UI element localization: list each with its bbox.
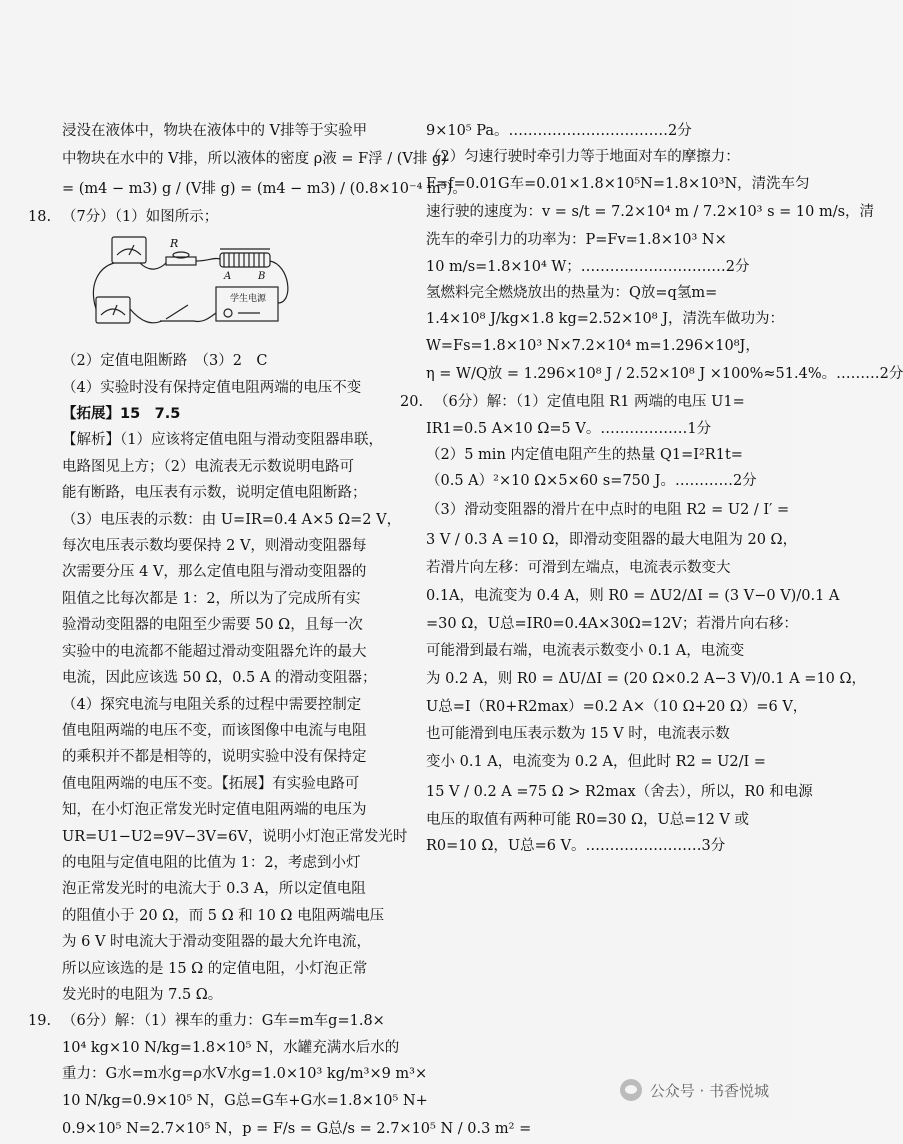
text-line: 阻值之比每次都是 1：2，所以为了完成所有实	[62, 590, 361, 607]
question-number: 18.	[28, 209, 52, 226]
text-line: 发光时的电阻为 7.5 Ω。	[62, 986, 223, 1003]
question-20-body	[400, 416, 867, 860]
text-line: 15 V / 0.2 A =75 Ω > R2max（舍去），所以，R0 和电源	[426, 783, 813, 800]
watermark-text: 公众号 · 书香悦城	[649, 1081, 769, 1100]
question-text: （7分）（1）如图所示；	[62, 209, 219, 226]
text-line: 速行驶的速度为：v = s/t = 7.2×10⁴ m / 7.2×10³ s = 10 m/s，清	[426, 204, 875, 221]
question-18-body	[28, 348, 408, 1008]
text-line: 每次电压表示数均要保持 2 V，则滑动变阻器每	[62, 538, 367, 555]
voltmeter-icon	[112, 237, 146, 263]
text-line: 9×10⁵ Pa。……………………………2分	[426, 123, 692, 139]
wechat-official-account-icon	[620, 1079, 642, 1101]
text-line: IR1=0.5 A×10 Ω=5 V。………………1分	[426, 420, 712, 437]
text-line: 若滑片向左移：可滑到左端点，电流表示数变大	[426, 559, 731, 576]
text-line: 值电阻两端的电压不变，而该图像中电流与电阻	[62, 722, 367, 739]
text-line: 为 6 V 时电流大于滑动变阻器的最大允许电流，	[62, 934, 372, 951]
label-b: B	[258, 270, 266, 282]
text-line: UR=U1−U2=9V−3V=6V，说明小灯泡正常发光时	[62, 828, 408, 845]
text-line: （4）探究电流与电阻关系的过程中需要控制定	[62, 696, 362, 713]
text-line: 洗车的牵引力的功率为：P=Fv=1.8×10³ N×	[426, 232, 727, 249]
question-number: 19.	[28, 1013, 52, 1030]
text-line: 所以应该选的是 15 Ω 的定值电阻，小灯泡正常	[62, 960, 368, 977]
question-20-header	[400, 389, 772, 415]
text-line: （2）定值电阻断路 （3）2 C	[62, 353, 268, 370]
text-line: 也可能滑到电压表示数为 15 V 时，电流表示数	[426, 725, 730, 742]
text-line: R0=10 Ω，U总=6 V。……………………3分	[426, 838, 726, 855]
text-line: （4）实验时没有保持定值电阻两端的电压不变	[62, 379, 362, 396]
text-line: （0.5 A）²×10 Ω×5×60 s=750 J。…………2分	[426, 473, 757, 490]
label-supply: 学生电源	[230, 293, 267, 304]
text-line: 0.1A，电流变为 0.4 A，则 R0 = ΔU2/ΔI = (3 V−0 V)/0.1 A	[426, 588, 840, 605]
label-r: R	[170, 236, 179, 250]
text-line: 验滑动变阻器的电阻至少需要 50 Ω，且每一次	[62, 617, 363, 634]
text-line: 次需要分压 4 V，那么定值电阻与滑动变阻器的	[62, 564, 367, 581]
ammeter-icon	[96, 297, 130, 323]
text-line: 0.9×10⁵ N=2.7×10⁵ N，p = F/s = G总/s = 2.7×10⁵ N / 0.3 m² =	[62, 1121, 532, 1137]
text-line: 3 V / 0.3 A =10 Ω，即滑动变阻器的最大电阻为 20 Ω，	[426, 531, 798, 548]
text-line: W=Fs=1.8×10³ N×7.2×10⁴ m=1.296×10⁸J，	[426, 337, 760, 354]
text-line: η = W/Q放 = 1.296×10⁸ J / 2.52×10⁸ J ×100%≈51.4%。………2分	[426, 366, 903, 383]
text-line: 知，在小灯泡正常发光时定值电阻两端的电压为	[62, 802, 367, 819]
text-line: （3）滑动变阻器的滑片在中点时的电阻 R2 = U2 / I′ =	[426, 501, 790, 518]
right-column	[400, 118, 903, 860]
text-line: （2）5 min 内定值电阻产生的热量 Q1=I²R1t=	[426, 447, 743, 464]
left-column	[28, 118, 532, 1144]
text-line: 电压的取值有两种可能 R0=30 Ω，U总=12 V 或	[426, 811, 749, 828]
text-line: F=f=0.01G车=0.01×1.8×10⁵N=1.8×10³N，清洗车匀	[426, 175, 810, 192]
label-a: A	[224, 270, 232, 282]
text-line: U总=I（R0+R2max）=0.2 A×（10 Ω+20 Ω）=6 V，	[426, 699, 808, 716]
wechat-watermark	[620, 1079, 769, 1101]
question-18-header	[28, 204, 373, 230]
text-line: 【拓展】15 7.5	[62, 406, 181, 423]
text-line: 能有断路，电压表有示数，说明定值电阻断路；	[62, 485, 367, 502]
text-line: =30 Ω，U总=IR0=0.4A×30Ω=12V；若滑片向右移：	[426, 616, 798, 633]
text-line: （3）电压表的示数：由 U=IR=0.4 A×5 Ω=2 V，	[62, 511, 402, 528]
text-line: 的乘积并不都是相等的，说明实验中没有保持定	[62, 749, 367, 766]
text-line: 浸没在液体中，物块在液体中的 V排等于实验甲	[62, 123, 368, 139]
circuit-diagram	[90, 233, 300, 335]
text-line: 10 N/kg=0.9×10⁵ N，G总=G车+G水=1.8×10⁵ N+	[62, 1092, 428, 1109]
text-line: 的阻值小于 20 Ω，而 5 Ω 和 10 Ω 电阻两端电压	[62, 907, 385, 924]
text-line: 可能滑到最右端，电流表示数变小 0.1 A，电流变	[426, 642, 745, 659]
text-line: 实验中的电流都不能超过滑动变阻器允许的最大	[62, 643, 367, 660]
text-line: 中物块在水中的 V排，所以液体的密度 ρ液 = F浮 / (V排 g)	[62, 151, 447, 168]
text-line: = (m4 − m3) g / (V排 g) = (m4 − m3) / (0.8×10⁻⁴ m³)。	[62, 181, 467, 198]
text-line: 1.4×10⁸ J/kg×1.8 kg=2.52×10⁸ J，清洗车做功为：	[426, 311, 785, 328]
question-19-header	[28, 1008, 385, 1034]
text-line: 值电阻两端的电压不变。【拓展】有实验电路可	[62, 775, 360, 792]
text-line: 泡正常发光时的电流大于 0.3 A，所以定值电阻	[62, 881, 366, 898]
text-line: 重力：G水=m水g=ρ水V水g=1.0×10³ kg/m³×9 m³×	[62, 1066, 428, 1083]
question-text: （6分）解：（1）定值电阻 R1 两端的电压 U1=	[434, 394, 745, 411]
text-line: 10 m/s=1.8×10⁴ W；…………………………2分	[426, 258, 750, 275]
text-line: （2）匀速行驶时牵引力等于地面对车的摩擦力：	[426, 149, 740, 166]
question-text: （6分）解：（1）裸车的重力：G车=m车g=1.8×	[62, 1013, 385, 1030]
question-number: 20.	[400, 394, 424, 411]
text-line: 电流，因此应该选 50 Ω，0.5 A 的滑动变阻器；	[62, 670, 377, 687]
text-line: 10⁴ kg×10 N/kg=1.8×10⁵ N，水罐充满水后水的	[62, 1039, 400, 1056]
text-line: 为 0.2 A，则 R0 = ΔU/ΔI = (20 Ω×0.2 A−3 V)/0.1 A =10 Ω，	[426, 671, 867, 688]
text-line: 【解析】（1）应该将定值电阻与滑动变阻器串联，	[62, 432, 383, 449]
switch-icon	[160, 305, 194, 321]
question-19-body	[28, 1035, 532, 1144]
text-line: 的电阻与定值电阻的比值为 1：2，考虑到小灯	[62, 854, 361, 871]
text-line: 电路图见上方；（2）电流表无示数说明电路可	[62, 458, 354, 475]
rheostat-icon	[220, 253, 270, 267]
text-line: 氢燃料完全燃烧放出的热量为：Q放=q氢m=	[426, 285, 718, 302]
text-line: 变小 0.1 A，电流变为 0.2 A，但此时 R2 = U2/I =	[426, 753, 766, 770]
